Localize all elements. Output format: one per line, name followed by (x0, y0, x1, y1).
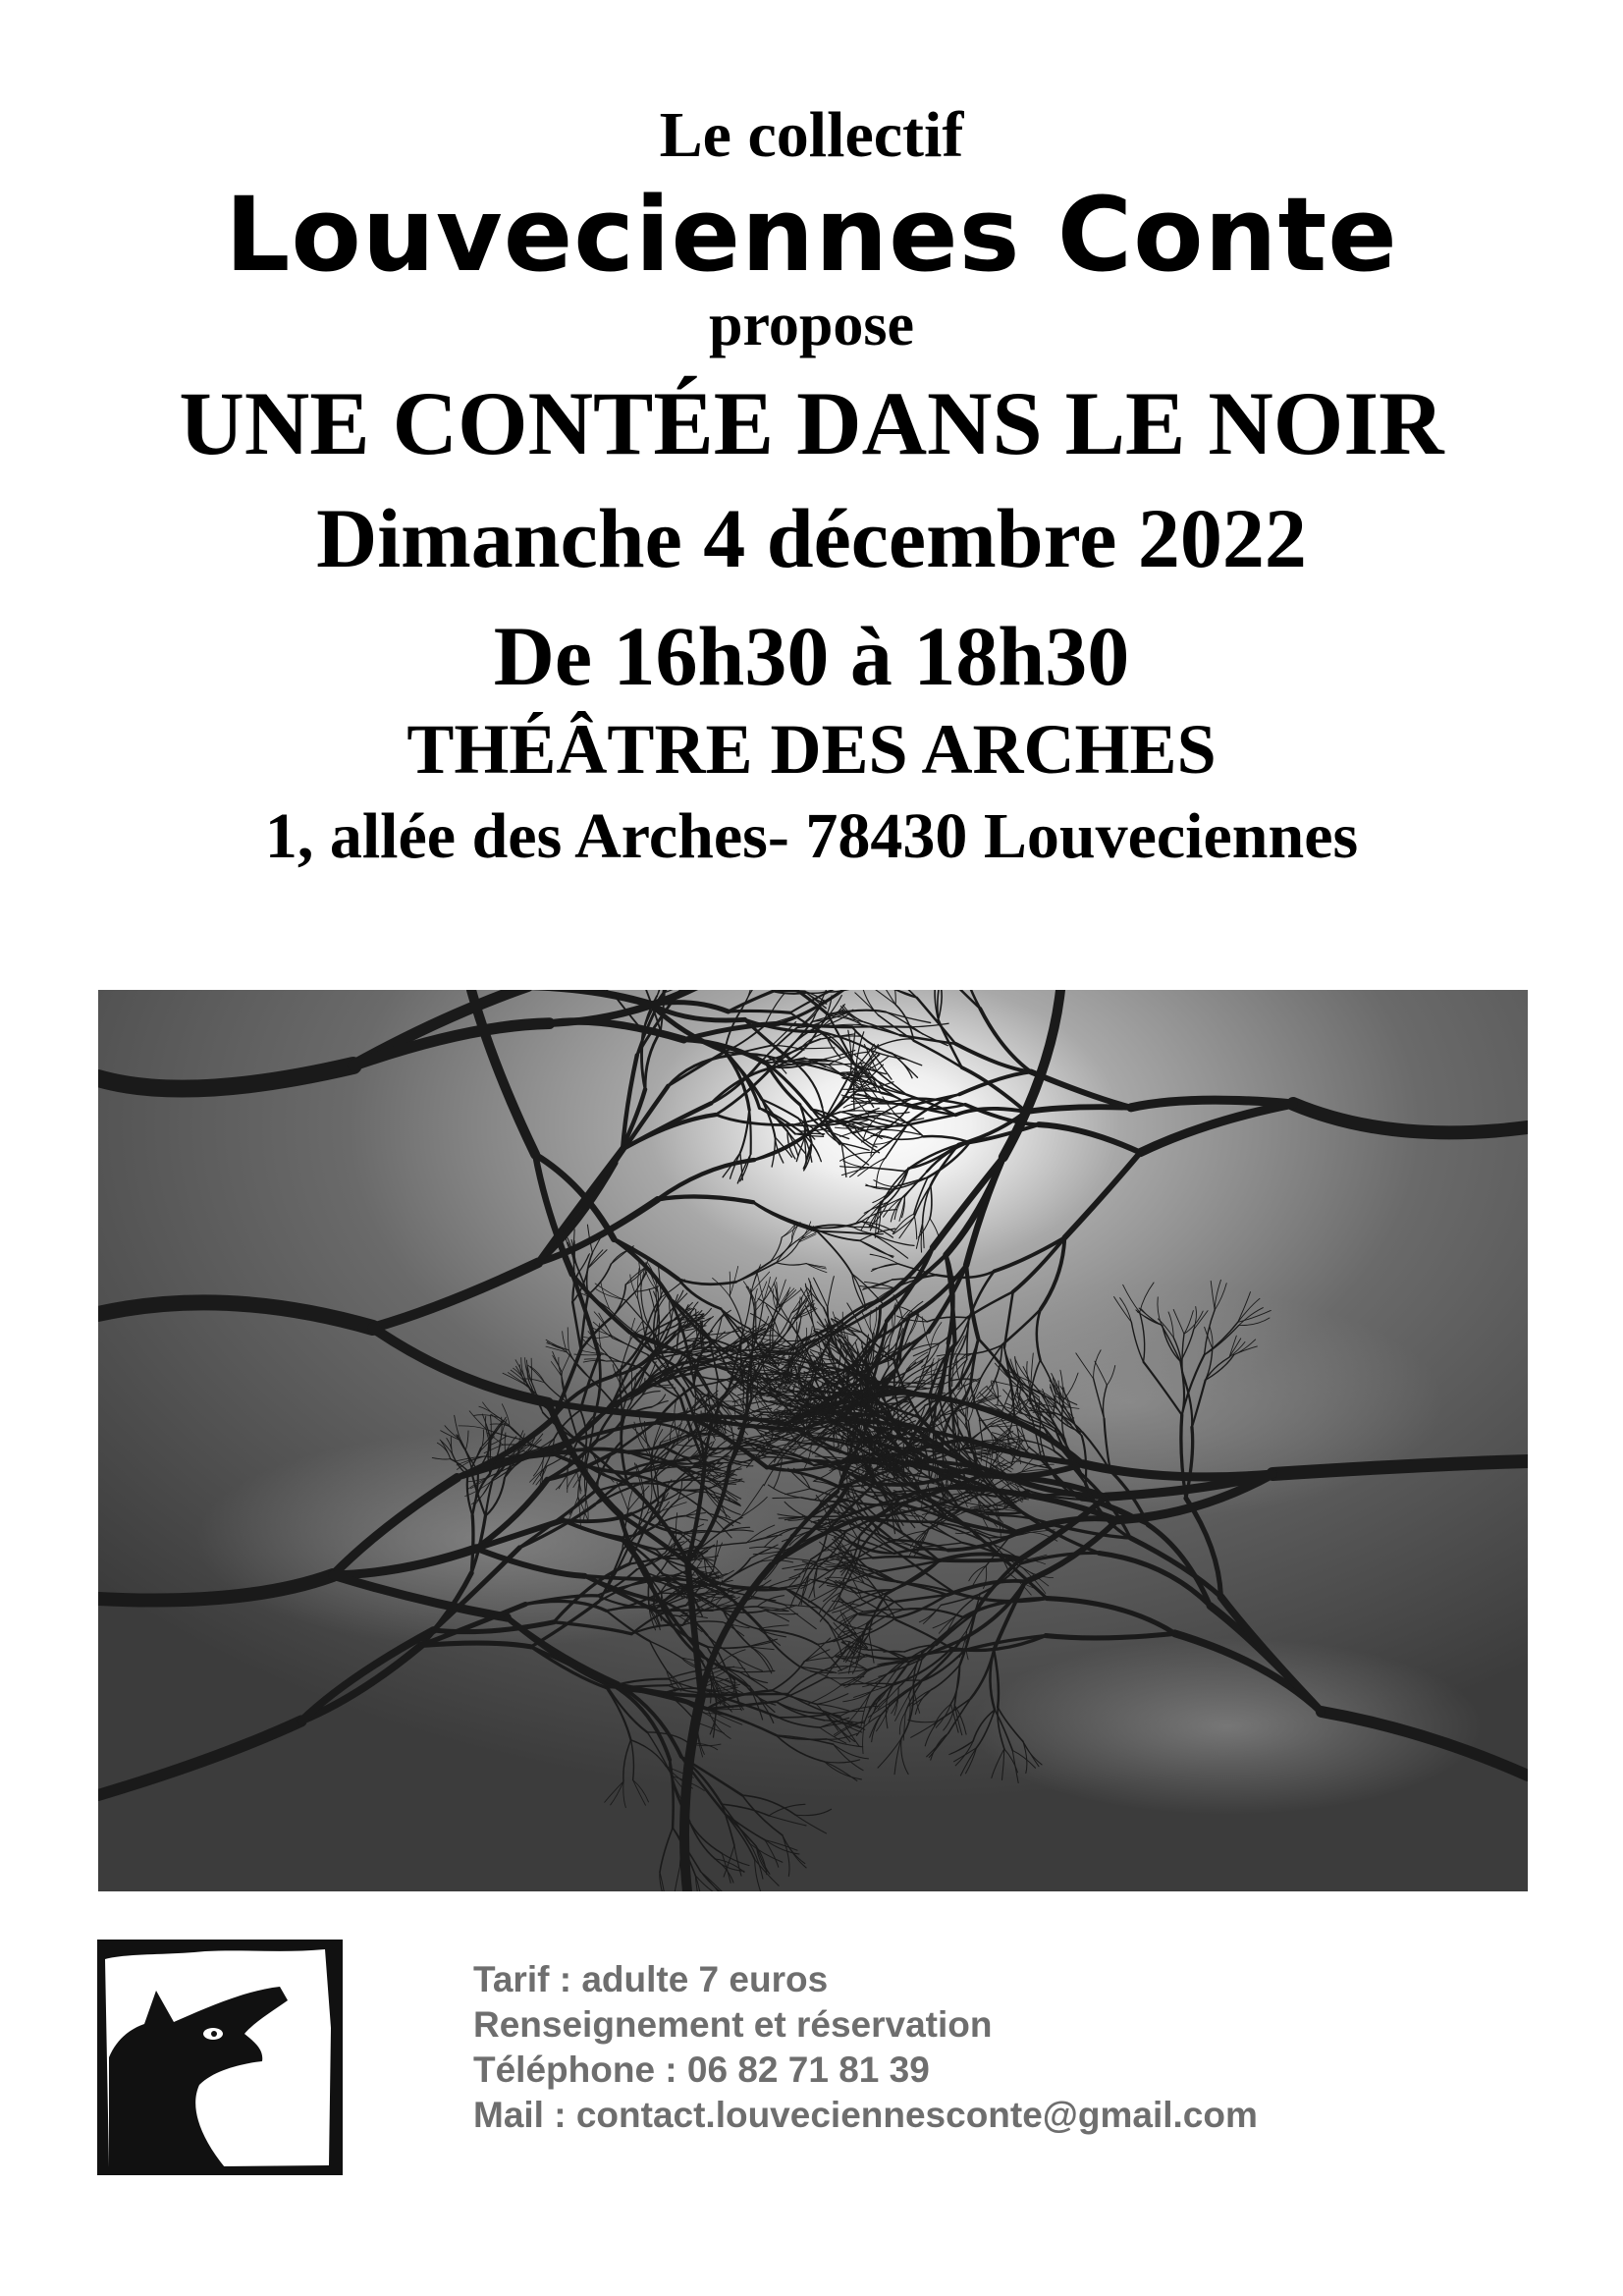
contact-info (473, 1957, 1258, 2138)
night-branches-photo (98, 990, 1528, 1891)
event-title: UNE CONTÉE DANS LE NOIR (179, 373, 1444, 473)
wolf-logo (97, 1940, 343, 2175)
telephone-text: Téléphone : 06 82 71 81 39 (473, 2050, 930, 2090)
tarif-text: Tarif : adulte 7 euros (473, 1959, 829, 1999)
venue-address: 1, allée des Arches- 78430 Louveciennes (264, 800, 1359, 872)
mail-text: Mail : contact.louveciennesconte@gmail.com (473, 2095, 1258, 2135)
venue-name: THÉÂTRE DES ARCHES (406, 710, 1217, 789)
collective-name: Louveciennes Conte (225, 175, 1398, 295)
collective-intro: Le collectif (659, 99, 964, 171)
event-time: De 16h30 à 18h30 (493, 609, 1130, 703)
event-date: Dimanche 4 décembre 2022 (316, 491, 1307, 585)
propose-text: propose (708, 292, 914, 358)
renseignement-text: Renseignement et réservation (473, 2004, 993, 2045)
